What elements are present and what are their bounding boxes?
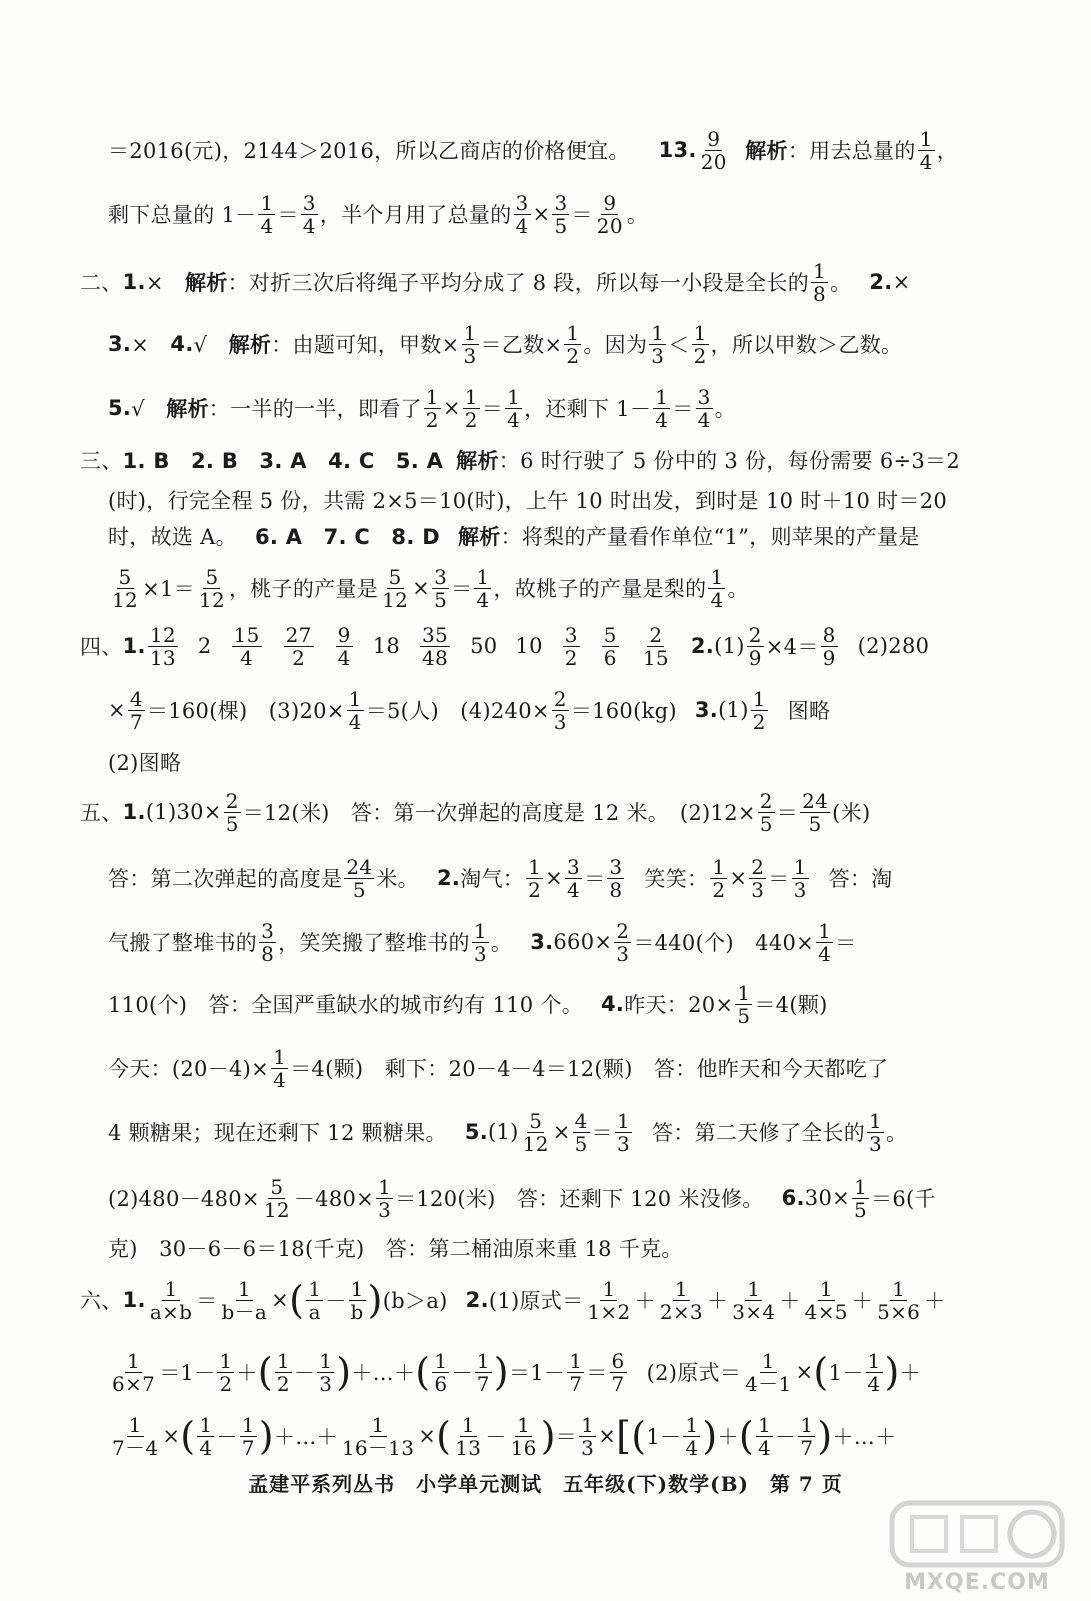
fraction: 1 4 — [757, 1412, 772, 1460]
fraction: 3 8 — [261, 918, 275, 966]
text: ：将梨的产量看作单位“1”，则苹果的产量是 — [500, 525, 920, 549]
fraction: $\frac{3}{4}$ — [567, 854, 581, 902]
fraction: 3 8 — [609, 854, 623, 902]
question-number: 3. — [108, 332, 132, 356]
fraction: $\frac{1}{3}$ — [378, 1174, 392, 1222]
fraction: 1 7 — [476, 1348, 490, 1396]
text: ：一半的一半，即看了 — [208, 397, 422, 421]
line-17: 今天：(20－4)× $\frac{1}{4}$ ＝4(颗) 剩下：20－4－4＝12(颗) 答：他昨天和今天都吃了 — [108, 1044, 889, 1092]
fraction: 2 15 — [642, 622, 669, 670]
fraction: 1 1×2 — [587, 1276, 631, 1324]
fraction: $\frac{2}{9}$ — [748, 622, 762, 670]
page-footer: 孟建平系列丛书 小学单元测试 五年级(下)数学(B) 第 7 页 — [248, 1472, 843, 1496]
text: ＝2016(元)，2144＞2016，所以乙商店的价格便宜。 — [108, 139, 630, 163]
fraction: $\frac{1}{5}$ — [854, 1174, 868, 1222]
choice-answers: 6. A 7. C 8. D — [254, 525, 440, 549]
text: 答：第二天修了全长的 — [652, 1121, 866, 1145]
text: (2)图略 — [108, 751, 182, 775]
choice-answers: 1. B 2. B 3. A 4. C 5. A — [122, 449, 444, 473]
text: 时，故选 A。 — [108, 525, 237, 549]
fraction: $\frac{1}{2}$ — [566, 320, 580, 368]
fraction: 24 5 — [346, 854, 373, 902]
fraction: $\frac{1}{4}$ — [273, 1044, 287, 1092]
fraction: $\frac{3}{5}$ — [434, 564, 448, 612]
fraction: $\frac{1}{b-a}$ — [221, 1276, 268, 1324]
fraction: 1 3 — [319, 1348, 333, 1396]
line-18: 4 颗糖果；现在还剩下 12 颗糖果。 5. (1) $\frac{5}{12}$ × $\frac{4}{5}$ ＝ 1 3 答：第二天修了全长的 1 3 。 — [108, 1108, 908, 1156]
fraction: 5 12 — [198, 564, 225, 612]
section-label: 五、 — [80, 801, 123, 825]
fraction: 1 6×7 — [112, 1348, 156, 1396]
watermark-logo — [872, 1497, 1082, 1597]
text: ，半个月用了总量的 — [319, 203, 512, 227]
fraction: 1 2 — [752, 686, 766, 734]
fraction: $\frac{1}{7-4}$ — [112, 1412, 159, 1460]
fraction: 1 5×6 — [877, 1276, 921, 1324]
fraction: 1 7 — [241, 1412, 255, 1460]
fraction: 1 4 — [199, 1412, 213, 1460]
fraction: 1 b — [350, 1276, 364, 1324]
fraction: $\frac{5}{12}$ — [112, 564, 139, 612]
text: ，故桃子的产量是梨的 — [493, 577, 707, 601]
line-9: $\frac{5}{12}$ ×1＝ 5 12 ，桃子的产量是 $\frac{5}{12}$ × $\frac{3}{5}$ ＝ 1 4 ，故桃子的产量是梨的 1 4 。 — [112, 564, 749, 612]
fraction: 15 4 — [233, 622, 260, 670]
fraction: 1 4 — [867, 1348, 881, 1396]
fraction: $\frac{1}{5}$ — [737, 980, 751, 1028]
analysis-label: 解析 — [745, 138, 788, 163]
question-number: 4. — [170, 332, 194, 356]
fraction: 3 2 — [564, 622, 578, 670]
fraction: 1 8 — [813, 258, 827, 306]
fraction: 1 3 — [793, 854, 807, 902]
fraction: 27 2 — [285, 622, 312, 670]
fraction: $\frac{1}{3}$ — [581, 1412, 595, 1460]
line-21: 六、 1. 1 a×b ＝ $\frac{1}{b-a}$ × ( 1 a － 1 b ) (b＞a) 2. (1)原式＝ 1 1×2 ＋ 1 2×3 ＋ 1 3×4 ＋ 1 4×5 ＋ 1 5×6 ＋ — [80, 1276, 946, 1324]
watermark-text: MXQE.COM — [904, 1570, 1050, 1595]
question-number: 5. — [464, 1120, 489, 1144]
section-label: 三、 — [80, 449, 123, 473]
fraction: $\frac{4}{7}$ — [129, 686, 143, 734]
fraction: $\frac{2}{3}$ — [553, 686, 567, 734]
fraction: 1 4 — [919, 126, 933, 174]
text: ＝160(棵) (3)20× — [146, 699, 345, 723]
text: (时)，行完全程 5 份，共需 2×5＝10(时)，上午 10 时出发，到时是 10 时＋10 时＝20 — [108, 489, 948, 513]
fraction: 1 4 — [476, 564, 490, 612]
line-23: $\frac{1}{7-4}$ × ( 1 4 － 1 7 ) ＋…＋ $\frac{1}{16-13}$ × ( 1 13 － 1 16 ) ＝ $\frac{1}{3}$ × [ ( 1－ 1 4 ) ＋ ( 1 4 － 1 7 ) ＋…＋ — [112, 1412, 897, 1460]
fraction: 1 4×5 — [804, 1276, 848, 1324]
text: ＝5(人) (4)240× — [365, 699, 550, 723]
fraction: $\frac{1}{4}$ — [348, 686, 362, 734]
fraction: $\frac{5}{12}$ — [263, 1174, 290, 1222]
fraction: 1 13 — [455, 1412, 482, 1460]
text: 克) 30－6－6＝18(千克) 答：第二桶油原来重 18 千克。 — [108, 1237, 683, 1261]
fraction: $\frac{2}{5}$ — [759, 788, 773, 836]
fraction: $\frac{1}{4}$ — [818, 918, 832, 966]
fraction: 1 7 — [800, 1412, 814, 1460]
question-number: 2. — [465, 1288, 489, 1312]
fraction: $\frac{3}{4}$ — [515, 190, 529, 238]
text: ，桃子的产量是 — [228, 577, 379, 601]
text: ：由题可知，甲数× — [271, 333, 460, 357]
question-number: 2. — [690, 634, 715, 658]
fraction: 1 3 — [473, 918, 487, 966]
fraction: 1 a×b — [149, 1276, 193, 1324]
fraction: 8 9 — [822, 622, 836, 670]
question-number: 1. — [122, 634, 146, 658]
fraction: 1 6 — [434, 1348, 448, 1396]
fraction: 1 3 — [616, 1108, 631, 1156]
line-11: × $\frac{4}{7}$ ＝160(棵) (3)20× $\frac{1}{4}$ ＝5(人) (4)240× $\frac{2}{3}$ ＝160(kg) 3. (1) 1 2 图略 — [108, 686, 831, 734]
line-1 — [108, 118, 958, 182]
fraction: 1 4 — [507, 384, 521, 432]
fraction: $\frac{4}{5}$ — [574, 1108, 588, 1156]
text: 气搬了整堆书的 — [108, 931, 258, 955]
section-label: 二、 — [80, 271, 123, 295]
analysis-label: 解析 — [456, 448, 499, 473]
text: 图略 — [787, 699, 831, 723]
question-number: 3. — [530, 930, 554, 954]
text: ：用去总量的 — [787, 139, 916, 163]
fraction: 9 20 — [596, 190, 623, 238]
line-3: 二、 1. × 解析 ：对折三次后将绳子平均分成了 8 段，所以每一小段是全长的 1 8 。 2. × — [80, 258, 911, 306]
fraction: 9 4 — [337, 622, 351, 670]
fraction: $\frac{2}{3}$ — [616, 918, 630, 966]
question-number: 1. — [122, 270, 146, 294]
line-4: 3. × 4. √ 解析 ：由题可知，甲数× $\frac{1}{3}$ ＝乙数× $\frac{1}{2}$ 。因为 1 3 ＜ 1 2 ，所以甲数＞乙数。 — [108, 320, 903, 368]
section-label: 六、 — [80, 1289, 123, 1313]
analysis-label: 解析 — [166, 396, 209, 421]
line-13: 五、 1. (1)30× $\frac{2}{5}$ ＝12(米) 答：第一次弹起的高度是 12 米。 (2)12× $\frac{2}{5}$ ＝ 24 5 (米) — [80, 788, 871, 836]
fraction: 1 4 — [260, 190, 274, 238]
text: ：对折三次后将绳子平均分成了 8 段，所以每一小段是全长的 — [227, 271, 810, 295]
fraction: 1 4 — [685, 1412, 699, 1460]
fraction: $\frac{1}{2}$ — [712, 854, 726, 902]
text: ：6 时行驶了 5 份中的 3 份，每份需要 6÷3＝2 — [498, 449, 960, 473]
line-5: 5. √ 解析 ：一半的一半，即看了 $\frac{1}{2}$ × $\frac{1}{2}$ ＝ 1 4 ，还剩下 1－ 1 4 ＝ 3 4 。 — [108, 384, 736, 432]
fraction: 1 4 — [655, 384, 669, 432]
fraction: 1 4 — [710, 564, 724, 612]
text: ＝12(米) 答：第一次弹起的高度是 12 米。 (2)12× — [242, 801, 756, 825]
question-number: 1. — [122, 800, 146, 824]
fraction: 1 7 — [569, 1348, 583, 1396]
analysis-label: 解析 — [457, 524, 501, 549]
text: ，所以甲数＞乙数。 — [710, 333, 903, 357]
question-number: 5. — [108, 396, 132, 420]
line-16: 110(个) 答：全国严重缺水的城市约有 110 个。 4. 昨天：20× $\frac{1}{5}$ ＝4(颗) — [108, 980, 828, 1028]
fraction: $\frac{1}{2}$ — [528, 854, 542, 902]
fraction: 1 3 — [651, 320, 665, 368]
fraction: 5 6 — [603, 622, 617, 670]
text: ， — [936, 139, 958, 163]
text: ，还剩下 1－ — [524, 397, 652, 421]
fraction: $\frac{1}{2}$ — [464, 384, 478, 432]
fraction: $\frac{3}{5}$ — [554, 190, 568, 238]
line-22: 1 6×7 ＝1－ 1 2 ＋ ( 1 2 － 1 3 ) ＋…＋ ( 1 6 － 1 7 ) ＝1－ 1 7 ＝ 6 7 (2)原式＝ $\frac{1}{4-1}$ × ( 1－ 1 4 ) ＋ — [112, 1348, 921, 1396]
fraction: $\frac{5}{12}$ — [522, 1108, 549, 1156]
fraction: 1 16 — [510, 1412, 537, 1460]
question-number: 4. — [601, 992, 625, 1016]
text: 剩下总量的 1－ — [108, 203, 257, 227]
line-10: 四、 1. 12 13 2 15 4 27 2 9 4 18 35 48 50 10 3 2 5 6 2 15 2. (1) $\frac{2}{9}$ ×4＝ 8 9 (2)280 — [80, 622, 930, 670]
text: ＝120(米) 答：还剩下 120 米没修。 — [395, 1187, 764, 1211]
fraction: $\frac{2}{3}$ — [751, 854, 765, 902]
fraction: 1 2×3 — [659, 1276, 703, 1324]
question-number: 1. — [122, 1288, 146, 1312]
analysis-label: 解析 — [228, 332, 272, 357]
fraction: 1 3 — [869, 1108, 883, 1156]
question-number: 3. — [694, 698, 719, 722]
fraction: 1 a — [308, 1276, 322, 1324]
fraction: 9 20 — [700, 126, 727, 174]
fraction: $\frac{1}{4-1}$ — [745, 1348, 792, 1396]
fraction: 3 4 — [697, 384, 711, 432]
text: 110(个) 答：全国严重缺水的城市约有 110 个。 — [108, 993, 583, 1017]
line-19: (2)480－480× $\frac{5}{12}$ －480× $\frac{1}{3}$ ＝120(米) 答：还剩下 120 米没修。 6. 30× $\frac{1}{5}$ ＝6(千 — [108, 1174, 936, 1222]
fraction: 24 5 — [802, 788, 829, 836]
fraction: $\frac{2}{5}$ — [225, 788, 239, 836]
question-number: 13. — [658, 138, 697, 162]
line-14: 答：第二次弹起的高度是 24 5 米。 2. 淘气： $\frac{1}{2}$ × $\frac{3}{4}$ ＝ 3 8 笑笑： $\frac{1}{2}$ × $\frac{2}{3}$ ＝ 1 3 答：淘 — [108, 854, 893, 902]
text: 答：第二次弹起的高度是 — [108, 867, 343, 891]
analysis-label: 解析 — [185, 270, 228, 295]
fraction: $\frac{1}{3}$ — [463, 320, 477, 368]
question-number: 6. — [781, 1186, 805, 1210]
fraction: 1 2 — [693, 320, 707, 368]
question-number: 2. — [869, 270, 893, 294]
fraction: 35 48 — [422, 622, 449, 670]
fraction: $\frac{1}{2}$ — [425, 384, 439, 432]
text: 4 颗糖果；现在还剩下 12 颗糖果。 — [108, 1121, 447, 1145]
fraction: $\frac{1}{16-13}$ — [341, 1412, 415, 1460]
question-number: 2. — [436, 866, 461, 890]
text: ＝4(颗) 剩下：20－4－4＝12(颗) 答：他昨天和今天都吃了 — [290, 1057, 889, 1081]
line-15: 气搬了整堆书的 3 8 ，笑笑搬了整堆书的 1 3 。 3. 660× $\frac{2}{3}$ ＝440(个) 440× $\frac{1}{4}$ ＝ — [108, 918, 857, 966]
fraction: 3 4 — [302, 190, 316, 238]
fraction: 1 2 — [276, 1348, 290, 1396]
fraction: 1 3×4 — [732, 1276, 776, 1324]
fraction: 1 2 — [219, 1348, 233, 1396]
fraction: 12 13 — [149, 622, 176, 670]
text: ，笑笑搬了整堆书的 — [278, 931, 470, 955]
section-label: 四、 — [80, 635, 123, 659]
fraction: 6 7 — [611, 1348, 625, 1396]
fraction: $\frac{5}{12}$ — [382, 564, 409, 612]
line-2: 剩下总量的 1－ 1 4 ＝ 3 4 ，半个月用了总量的 $\frac{3}{4}$ × $\frac{3}{5}$ ＝ 9 20 。 — [108, 190, 649, 238]
